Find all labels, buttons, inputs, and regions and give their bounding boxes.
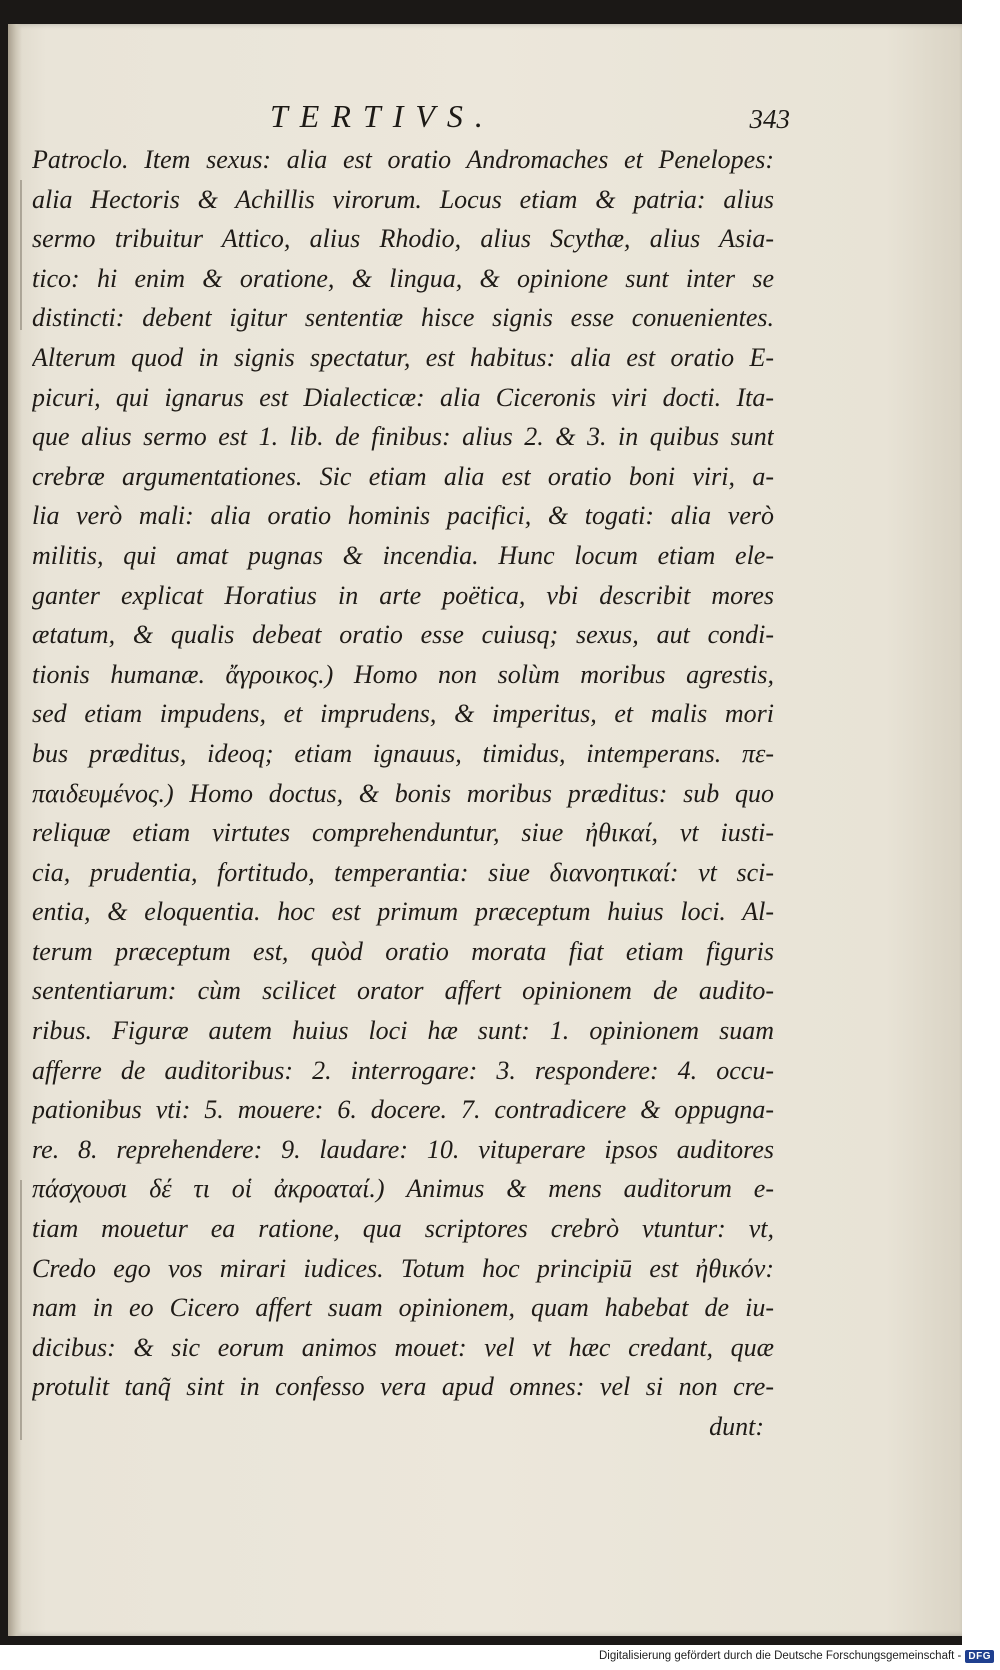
text-line: ganter explicat Horatius in arte poëtica, vbi describit mores bbox=[32, 580, 774, 610]
page-header bbox=[270, 98, 790, 142]
text-line: ribus. Figuræ autem huius loci hæ sunt: 1. opinionem suam bbox=[32, 1016, 774, 1046]
gutter-shadow bbox=[20, 1180, 22, 1440]
text-line: entia, & eloquentia. hoc est primum præceptum huius loci. Al- bbox=[32, 897, 774, 927]
dfg-logo: DFG bbox=[965, 1650, 994, 1663]
body-text bbox=[32, 140, 774, 1447]
page-number: 343 bbox=[749, 104, 790, 134]
text-line: dunt: bbox=[709, 1412, 764, 1441]
text-line: terum præceptum est, quòd oratio morata fiat etiam figuris bbox=[32, 936, 774, 966]
text-line: reliquæ etiam virtutes comprehenduntur, siue ἠθικαί, vt iusti- bbox=[32, 818, 774, 848]
text-line: bus præditus, ideoq; etiam ignauus, timidus, intemperans. πε- bbox=[32, 738, 774, 768]
running-head: TERTIVS. bbox=[270, 98, 495, 134]
text-line: tiam mouetur ea ratione, qua scriptores crebrò vtuntur: vt, bbox=[32, 1214, 774, 1244]
digitization-credit bbox=[599, 1647, 994, 1665]
text-line: sed etiam impudens, et imprudens, & imperitus, et malis mori bbox=[32, 699, 774, 729]
text-line: παιδευμένος.) Homo doctus, & bonis moribus præditus: sub quo bbox=[32, 778, 774, 808]
text-line: tionis humanæ. ἄγροικος.) Homo non solùm moribus agrestis, bbox=[32, 659, 774, 689]
text-line: protulit tanq̃ sint in confesso vera apud omnes: vel si non cre- bbox=[32, 1372, 774, 1402]
text-line: alia Hectoris & Achillis virorum. Locus etiam & patria: alius bbox=[32, 184, 774, 214]
text-line: tico: hi enim & oratione, & lingua, & opinione sunt inter se bbox=[32, 263, 774, 293]
text-line: que alius sermo est 1. lib. de finibus: alius 2. & 3. in quibus sunt bbox=[32, 422, 774, 452]
text-line: re. 8. reprehendere: 9. laudare: 10. vituperare ipsos auditores bbox=[32, 1134, 774, 1164]
text-line: militis, qui amat pugnas & incendia. Hunc locum etiam ele- bbox=[32, 540, 774, 570]
text-line: Patroclo. Item sexus: alia est oratio Andromaches et Penelopes: bbox=[32, 145, 774, 174]
text-line: cia, prudentia, fortitudo, temperantia: siue διανοητικαί: vt sci- bbox=[32, 857, 774, 887]
text-line: Alterum quod in signis spectatur, est habitus: alia est oratio E- bbox=[32, 342, 774, 372]
text-line: Credo ego vos mirari iudices. Totum hoc principiū est ἠθικόν: bbox=[32, 1253, 774, 1283]
text-line: sermo tribuitur Attico, alius Rhodio, alius Scythæ, alius Asia- bbox=[32, 224, 774, 254]
text-line: afferre de auditoribus: 2. interrogare: 3. respondere: 4. occu- bbox=[32, 1055, 774, 1085]
text-line: πάσχουσι δέ τι οἱ ἀκροαταί.) Animus & mens auditorum e- bbox=[32, 1174, 774, 1204]
credit-text: Digitalisierung gefördert durch die Deutsche Forschungsgemeinschaft - bbox=[598, 1650, 962, 1662]
text-line: nam in eo Cicero affert suam opinionem, quam habebat de iu- bbox=[32, 1293, 774, 1323]
text-line: picuri, qui ignarus est Dialecticæ: alia Ciceronis viri docti. Ita- bbox=[32, 382, 774, 412]
text-line: crebræ argumentationes. Sic etiam alia est oratio boni viri, a- bbox=[32, 461, 774, 491]
text-line: lia verò mali: alia oratio hominis pacifici, & togati: alia verò bbox=[32, 501, 774, 531]
text-line: dicibus: & sic eorum animos mouet: vel vt hæc credant, quæ bbox=[32, 1332, 774, 1362]
text-line: sententiarum: cùm scilicet orator affert opinionem de audito- bbox=[32, 976, 774, 1006]
text-line: distincti: debent igitur sententiæ hisce signis esse conuenientes. bbox=[32, 303, 774, 333]
text-line: pationibus vti: 5. mouere: 6. docere. 7. contradicere & oppugna- bbox=[32, 1095, 774, 1125]
text-line: ætatum, & qualis debeat oratio esse cuiusq; sexus, aut condi- bbox=[32, 620, 774, 650]
gutter-shadow bbox=[20, 180, 22, 330]
